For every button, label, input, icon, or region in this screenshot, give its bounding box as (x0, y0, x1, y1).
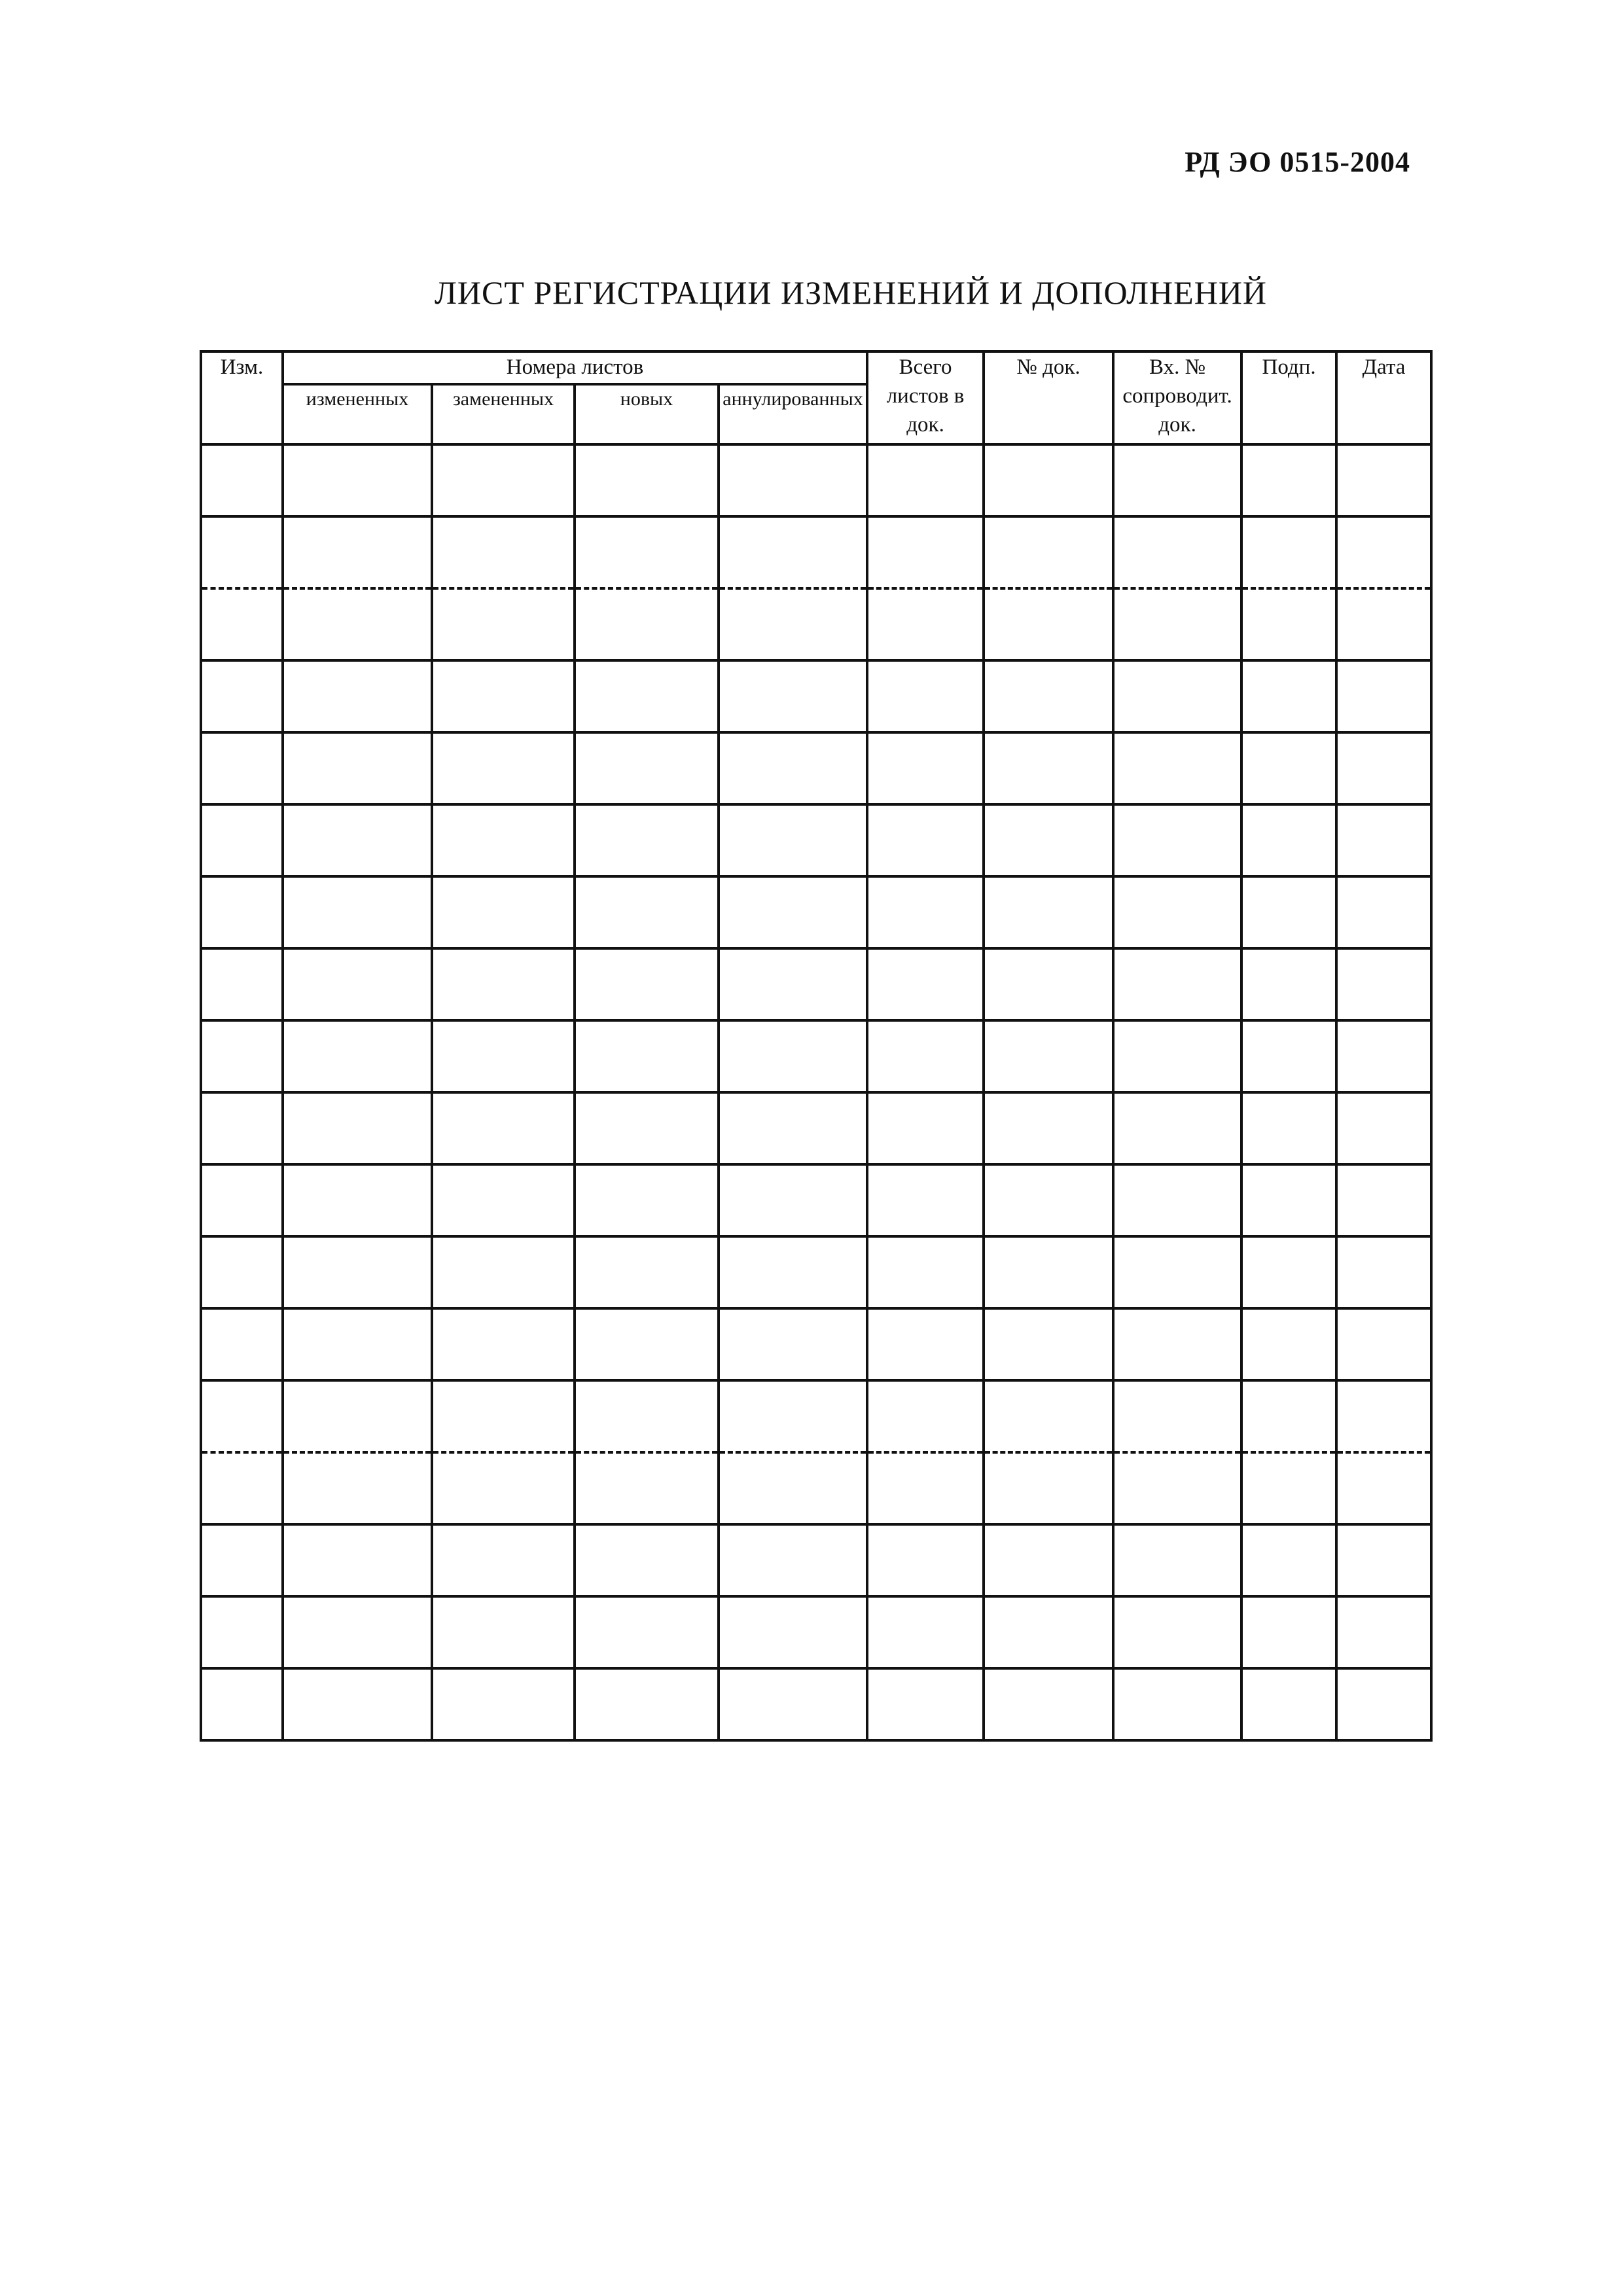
table-cell (1336, 1524, 1431, 1596)
table-cell (719, 1236, 867, 1308)
table-cell (283, 1092, 432, 1164)
header-date: Дата (1336, 351, 1431, 444)
table-cell (1241, 1596, 1336, 1668)
header-changed: измененных (283, 384, 432, 444)
table-cell (283, 1308, 432, 1380)
table-cell (984, 1380, 1113, 1452)
header-total-sheets: Всего листов в док. (867, 351, 984, 444)
table-cell (432, 948, 575, 1020)
table-cell (432, 1668, 575, 1740)
table-cell (201, 948, 283, 1020)
table-cell (201, 876, 283, 948)
table-cell (1241, 1380, 1336, 1452)
table-cell (201, 1308, 283, 1380)
table-cell (283, 1668, 432, 1740)
table-cell (867, 732, 984, 804)
table-cell (1336, 1596, 1431, 1668)
table-cell (432, 1452, 575, 1524)
change-registration-table (200, 350, 1433, 1742)
table-row (201, 1668, 1431, 1740)
table-cell (719, 1452, 867, 1524)
table-cell (867, 1236, 984, 1308)
table-row (201, 1596, 1431, 1668)
table-row (201, 1452, 1431, 1524)
table-cell (1336, 1380, 1431, 1452)
table-cell (1336, 444, 1431, 516)
table-cell (719, 804, 867, 876)
table-cell (575, 1308, 719, 1380)
table-cell (984, 876, 1113, 948)
table-cell (283, 1452, 432, 1524)
table-cell (984, 732, 1113, 804)
table-cell (283, 1164, 432, 1236)
table-cell (201, 1164, 283, 1236)
table-cell (1241, 1668, 1336, 1740)
table-cell (432, 1380, 575, 1452)
table-cell (984, 1596, 1113, 1668)
table-cell (984, 1092, 1113, 1164)
table-cell (575, 588, 719, 660)
table-cell (1241, 948, 1336, 1020)
table-cell (719, 588, 867, 660)
table-cell (283, 1380, 432, 1452)
table-cell (1241, 1452, 1336, 1524)
table-cell (1241, 516, 1336, 588)
table-cell (1241, 804, 1336, 876)
table-cell (1113, 1164, 1241, 1236)
table-cell (1241, 1092, 1336, 1164)
table-cell (984, 1020, 1113, 1092)
table-cell (1113, 1524, 1241, 1596)
table-cell (1336, 1452, 1431, 1524)
table-cell (283, 1020, 432, 1092)
table-row (201, 876, 1431, 948)
table-cell (1241, 876, 1336, 948)
table-cell (432, 732, 575, 804)
table-cell (201, 1020, 283, 1092)
table-cell (283, 1236, 432, 1308)
table-cell (201, 1380, 283, 1452)
table-cell (575, 1020, 719, 1092)
table-cell (283, 588, 432, 660)
table-cell (984, 948, 1113, 1020)
table-cell (1241, 732, 1336, 804)
table-cell (1113, 1452, 1241, 1524)
table-cell (1336, 588, 1431, 660)
table-cell (201, 1596, 283, 1668)
header-incoming-no: Вх. № сопроводит. док. (1113, 351, 1241, 444)
table-cell (575, 1596, 719, 1668)
table-cell (283, 444, 432, 516)
table-cell (1113, 1596, 1241, 1668)
table-row (201, 1308, 1431, 1380)
table-cell (1336, 876, 1431, 948)
table-cell (432, 1596, 575, 1668)
table-cell (432, 1236, 575, 1308)
table-cell (1113, 516, 1241, 588)
table-cell (867, 1380, 984, 1452)
table-cell (1113, 1380, 1241, 1452)
table-cell (283, 660, 432, 732)
header-new: новых (575, 384, 719, 444)
table-cell (719, 660, 867, 732)
table-cell (867, 1164, 984, 1236)
table-cell (984, 1236, 1113, 1308)
table-cell (984, 660, 1113, 732)
table-row (201, 1236, 1431, 1308)
table-cell (867, 1092, 984, 1164)
table-cell (867, 804, 984, 876)
table-cell (719, 1020, 867, 1092)
table-cell (575, 516, 719, 588)
table-row (201, 1380, 1431, 1452)
table-cell (867, 516, 984, 588)
table-cell (575, 1092, 719, 1164)
table-cell (201, 1092, 283, 1164)
table-cell (719, 948, 867, 1020)
table-cell (867, 1668, 984, 1740)
table-cell (575, 1164, 719, 1236)
table-cell (283, 948, 432, 1020)
table-cell (575, 1236, 719, 1308)
table-cell (201, 516, 283, 588)
document-code: РД ЭО 0515-2004 (1185, 146, 1410, 178)
table-cell (1113, 660, 1241, 732)
table-cell (1336, 1236, 1431, 1308)
table-cell (1241, 588, 1336, 660)
table-cell (575, 444, 719, 516)
table-cell (1336, 660, 1431, 732)
table-cell (432, 660, 575, 732)
table-cell (867, 588, 984, 660)
header-doc-no: № док. (984, 351, 1113, 444)
header-change-no: Изм. (201, 351, 283, 444)
header-cancelled: аннулированных (719, 384, 867, 444)
table-cell (984, 444, 1113, 516)
table-cell (432, 588, 575, 660)
table-cell (1241, 1308, 1336, 1380)
table-cell (867, 1452, 984, 1524)
table-cell (719, 1380, 867, 1452)
table-cell (984, 1524, 1113, 1596)
table-cell (1113, 876, 1241, 948)
table-cell (1241, 1236, 1336, 1308)
table-row (201, 948, 1431, 1020)
table-cell (1113, 588, 1241, 660)
page-title: ЛИСТ РЕГИСТРАЦИИ ИЗМЕНЕНИЙ И ДОПОЛНЕНИЙ (434, 274, 1268, 311)
table-cell (283, 1596, 432, 1668)
table-cell (719, 1092, 867, 1164)
table-cell (867, 876, 984, 948)
table-cell (867, 444, 984, 516)
table-cell (575, 1452, 719, 1524)
table-cell (1336, 948, 1431, 1020)
table-cell (432, 804, 575, 876)
table-cell (1336, 804, 1431, 876)
table-cell (575, 1668, 719, 1740)
table-cell (984, 1668, 1113, 1740)
table-cell (432, 1308, 575, 1380)
table-cell (575, 732, 719, 804)
table-cell (432, 1524, 575, 1596)
header-replaced: замененных (432, 384, 575, 444)
table-cell (201, 1524, 283, 1596)
table-cell (1241, 1164, 1336, 1236)
table-cell (575, 1524, 719, 1596)
table-cell (1336, 1308, 1431, 1380)
table-cell (432, 1020, 575, 1092)
table-cell (283, 804, 432, 876)
table-row (201, 732, 1431, 804)
table-cell (984, 1164, 1113, 1236)
table-cell (1113, 1020, 1241, 1092)
table-cell (1113, 732, 1241, 804)
table-cell (201, 444, 283, 516)
table-cell (1113, 1668, 1241, 1740)
table-row (201, 444, 1431, 516)
table-cell (1336, 1020, 1431, 1092)
table-cell (1241, 1524, 1336, 1596)
table-cell (1113, 804, 1241, 876)
table-cell (575, 1380, 719, 1452)
table-cell (719, 444, 867, 516)
table-cell (984, 1308, 1113, 1380)
table-cell (719, 876, 867, 948)
table-cell (1241, 1020, 1336, 1092)
table-cell (1113, 444, 1241, 516)
table-cell (1113, 1308, 1241, 1380)
table-cell (1241, 660, 1336, 732)
table-cell (432, 1164, 575, 1236)
table-row (201, 516, 1431, 588)
table-cell (867, 1524, 984, 1596)
table-cell (201, 660, 283, 732)
table-cell (1113, 1236, 1241, 1308)
table-cell (1113, 1092, 1241, 1164)
table-cell (719, 732, 867, 804)
table-cell (1336, 732, 1431, 804)
table-cell (575, 804, 719, 876)
table-cell (201, 1236, 283, 1308)
table-row (201, 588, 1431, 660)
table-cell (719, 516, 867, 588)
table-cell (1336, 1092, 1431, 1164)
header-sheet-numbers: Номера листов (283, 351, 867, 384)
table-cell (575, 948, 719, 1020)
table-cell (719, 1668, 867, 1740)
table-cell (432, 876, 575, 948)
table-cell (575, 660, 719, 732)
table-cell (201, 1452, 283, 1524)
table-cell (432, 444, 575, 516)
table-cell (1241, 444, 1336, 516)
table-cell (867, 1020, 984, 1092)
table-cell (432, 1092, 575, 1164)
table-cell (283, 876, 432, 948)
table-cell (867, 948, 984, 1020)
table-cell (432, 516, 575, 588)
table-cell (719, 1164, 867, 1236)
table-cell (283, 732, 432, 804)
table-cell (984, 588, 1113, 660)
table-cell (1336, 516, 1431, 588)
table-cell (1113, 948, 1241, 1020)
table-cell (201, 588, 283, 660)
table-cell (867, 1596, 984, 1668)
table-cell (201, 804, 283, 876)
table-cell (283, 516, 432, 588)
table-cell (1336, 1668, 1431, 1740)
table-row (201, 1020, 1431, 1092)
table-cell (201, 732, 283, 804)
table-cell (1336, 1164, 1431, 1236)
table-cell (719, 1308, 867, 1380)
table-cell (283, 1524, 432, 1596)
table-body (201, 444, 1431, 1740)
table-cell (867, 660, 984, 732)
table-cell (867, 1308, 984, 1380)
table-row (201, 1164, 1431, 1236)
table-cell (719, 1596, 867, 1668)
table-cell (575, 876, 719, 948)
table-row (201, 1524, 1431, 1596)
table-cell (984, 804, 1113, 876)
table-cell (201, 1668, 283, 1740)
table-cell (984, 1452, 1113, 1524)
table-cell (719, 1524, 867, 1596)
header-signature: Подп. (1241, 351, 1336, 444)
table-row (201, 660, 1431, 732)
table-row (201, 804, 1431, 876)
table-row (201, 1092, 1431, 1164)
table-cell (984, 516, 1113, 588)
